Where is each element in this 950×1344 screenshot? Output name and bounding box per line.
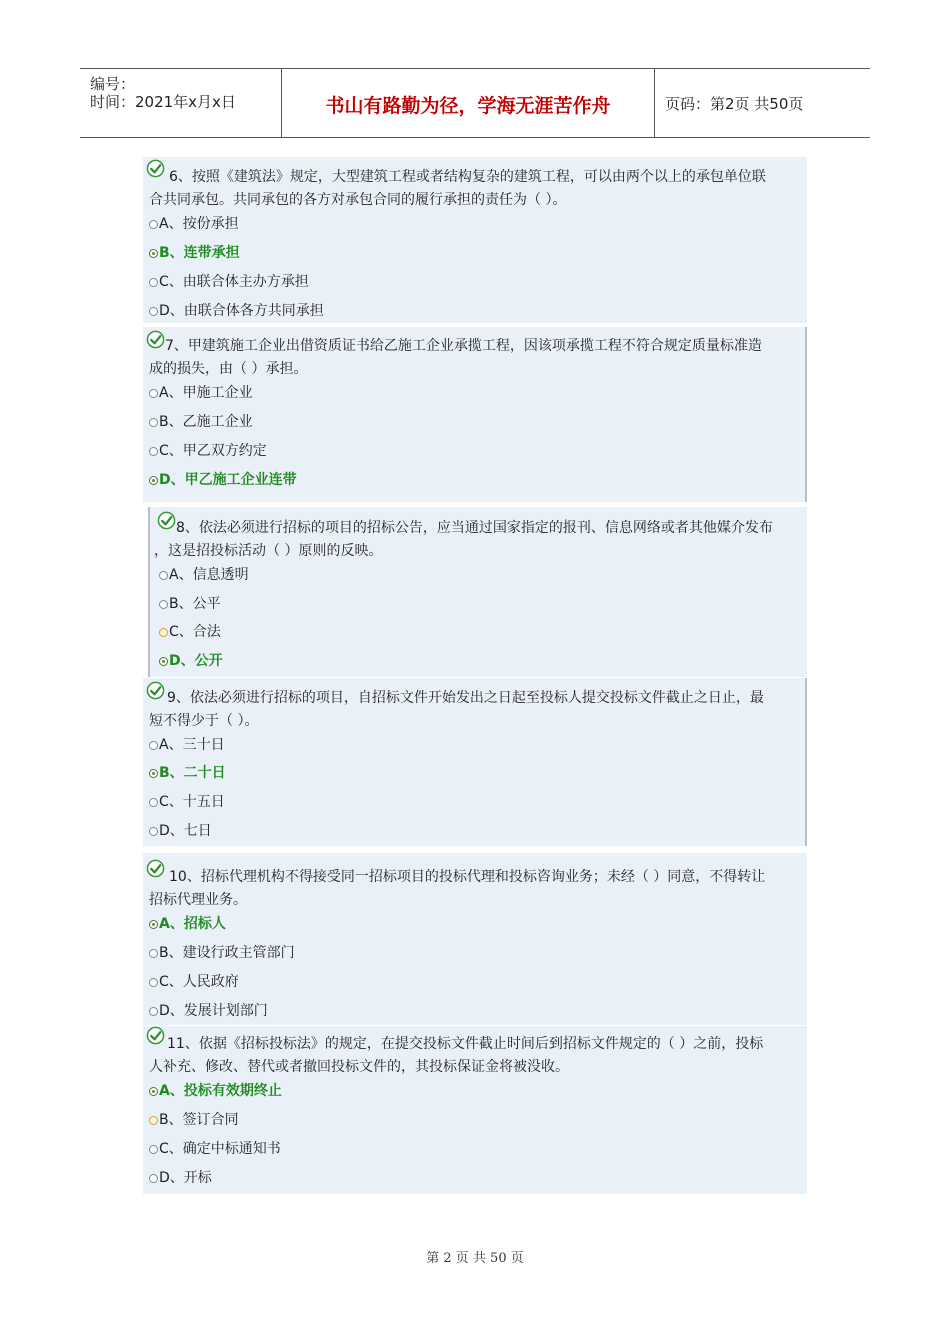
radio-button-icon[interactable] xyxy=(149,978,158,987)
radio-button-icon[interactable] xyxy=(149,307,158,316)
option-b[interactable]: B、公平 xyxy=(159,594,221,614)
question-stem-continued: 合共同承包。共同承包的各方对承包合同的履行承担的责任为（ ）。 xyxy=(149,192,567,208)
option-c[interactable]: C、合法 xyxy=(159,622,221,642)
radio-button-icon[interactable] xyxy=(149,741,158,750)
question-block xyxy=(143,157,807,323)
radio-button-icon[interactable] xyxy=(149,418,158,427)
option-a[interactable]: A、按份承担 xyxy=(149,214,239,234)
header-right-cell xyxy=(655,69,870,137)
option-c[interactable]: C、由联合体主办方承担 xyxy=(149,272,309,292)
document-date: 时间：2021年x月x日 xyxy=(90,93,236,111)
check-circle-icon xyxy=(146,159,165,178)
radio-button-icon[interactable] xyxy=(149,920,158,929)
option-c[interactable]: C、甲乙双方约定 xyxy=(149,441,267,461)
question-stem: 10、招标代理机构不得接受同一招标项目的投标代理和投标咨询业务；未经（ ）同意，不得转让 xyxy=(169,869,766,885)
option-c[interactable]: C、人民政府 xyxy=(149,972,239,992)
option-b-selected[interactable]: B、连带承担 xyxy=(149,243,240,263)
option-b[interactable]: B、乙施工企业 xyxy=(149,412,253,432)
check-circle-icon xyxy=(146,330,165,349)
question-block xyxy=(143,678,807,846)
question-stem-continued: ，这是招投标活动（ ）原则的反映。 xyxy=(154,543,383,559)
question-stem-continued: 短不得少于（ ）。 xyxy=(149,713,259,729)
question-stem-continued: 招标代理业务。 xyxy=(149,892,247,908)
question-stem-continued: 成的损失，由（ ）承担。 xyxy=(149,361,308,377)
option-b[interactable]: B、建设行政主管部门 xyxy=(149,943,295,963)
question-stem: 7、甲建筑施工企业出借资质证书给乙施工企业承揽工程，因该项承揽工程不符合规定质量标准造 xyxy=(165,338,762,354)
radio-button-icon[interactable] xyxy=(149,220,158,229)
radio-button-icon[interactable] xyxy=(149,1087,158,1096)
question-stem: 11、依据《招标投标法》的规定，在提交投标文件截止时间后到招标文件规定的（ ）之前，投标 xyxy=(167,1036,764,1052)
radio-button-icon[interactable] xyxy=(159,628,168,637)
header-left-cell xyxy=(80,69,282,137)
option-d[interactable]: D、开标 xyxy=(149,1168,212,1188)
option-d[interactable]: D、发展计划部门 xyxy=(149,1001,268,1021)
radio-button-icon[interactable] xyxy=(159,571,168,580)
radio-button-icon[interactable] xyxy=(149,949,158,958)
radio-button-icon[interactable] xyxy=(149,798,158,807)
option-b-selected[interactable]: B、二十日 xyxy=(149,763,226,783)
radio-button-icon[interactable] xyxy=(149,827,158,836)
radio-button-icon[interactable] xyxy=(149,1145,158,1154)
header-middle-cell xyxy=(282,69,655,137)
option-a[interactable]: A、信息透明 xyxy=(159,565,249,585)
check-circle-icon xyxy=(146,1026,165,1045)
option-a-selected[interactable]: A、投标有效期终止 xyxy=(149,1081,282,1101)
check-circle-icon xyxy=(146,681,165,700)
radio-button-icon[interactable] xyxy=(149,249,158,258)
radio-button-icon[interactable] xyxy=(149,769,158,778)
question-stem: 9、依法必须进行招标的项目，自招标文件开始发出之日起至投标人提交投标文件截止之日止，最 xyxy=(167,690,764,706)
option-d-selected[interactable]: D、甲乙施工企业连带 xyxy=(149,470,297,490)
option-b[interactable]: B、签订合同 xyxy=(149,1110,239,1130)
check-circle-icon xyxy=(157,511,176,530)
question-block xyxy=(143,1026,807,1194)
question-block xyxy=(143,853,807,1025)
check-circle-icon xyxy=(146,859,165,878)
page-info: 页码：第2页 共50页 xyxy=(665,95,804,113)
document-number-label: 编号： xyxy=(90,75,136,93)
question-stem-continued: 人补充、修改、替代或者撤回投标文件的，其投标保证金将被没收。 xyxy=(149,1059,569,1075)
radio-button-icon[interactable] xyxy=(149,1116,158,1125)
panel-border xyxy=(148,507,150,677)
page-footer: 第 2 页 共 50 页 xyxy=(426,1251,524,1266)
option-c[interactable]: C、确定中标通知书 xyxy=(149,1139,281,1159)
question-block xyxy=(148,507,807,677)
panel-border xyxy=(805,327,807,502)
radio-button-icon[interactable] xyxy=(149,476,158,485)
option-c[interactable]: C、十五日 xyxy=(149,792,225,812)
radio-button-icon[interactable] xyxy=(149,278,158,287)
radio-button-icon[interactable] xyxy=(159,600,168,609)
question-stem: 6、按照《建筑法》规定，大型建筑工程或者结构复杂的建筑工程，可以由两个以上的承包单位联 xyxy=(169,169,766,185)
option-d[interactable]: D、七日 xyxy=(149,821,212,841)
option-a[interactable]: A、三十日 xyxy=(149,735,225,755)
radio-button-icon[interactable] xyxy=(149,447,158,456)
option-a[interactable]: A、甲施工企业 xyxy=(149,383,253,403)
option-d[interactable]: D、由联合体各方共同承担 xyxy=(149,301,324,321)
radio-button-icon[interactable] xyxy=(149,1007,158,1016)
document-header xyxy=(80,68,870,138)
panel-border xyxy=(805,678,807,846)
question-stem: 8、依法必须进行招标的项目的招标公告，应当通过国家指定的报刊、信息网络或者其他媒介发布 xyxy=(176,520,773,536)
option-a-selected[interactable]: A、招标人 xyxy=(149,914,226,934)
radio-button-icon[interactable] xyxy=(149,1174,158,1183)
question-block xyxy=(143,327,807,502)
option-d-selected[interactable]: D、公开 xyxy=(159,651,223,671)
radio-button-icon[interactable] xyxy=(149,389,158,398)
motto: 书山有路勤为径，学海无涯苦作舟 xyxy=(325,95,611,117)
radio-button-icon[interactable] xyxy=(159,657,168,666)
